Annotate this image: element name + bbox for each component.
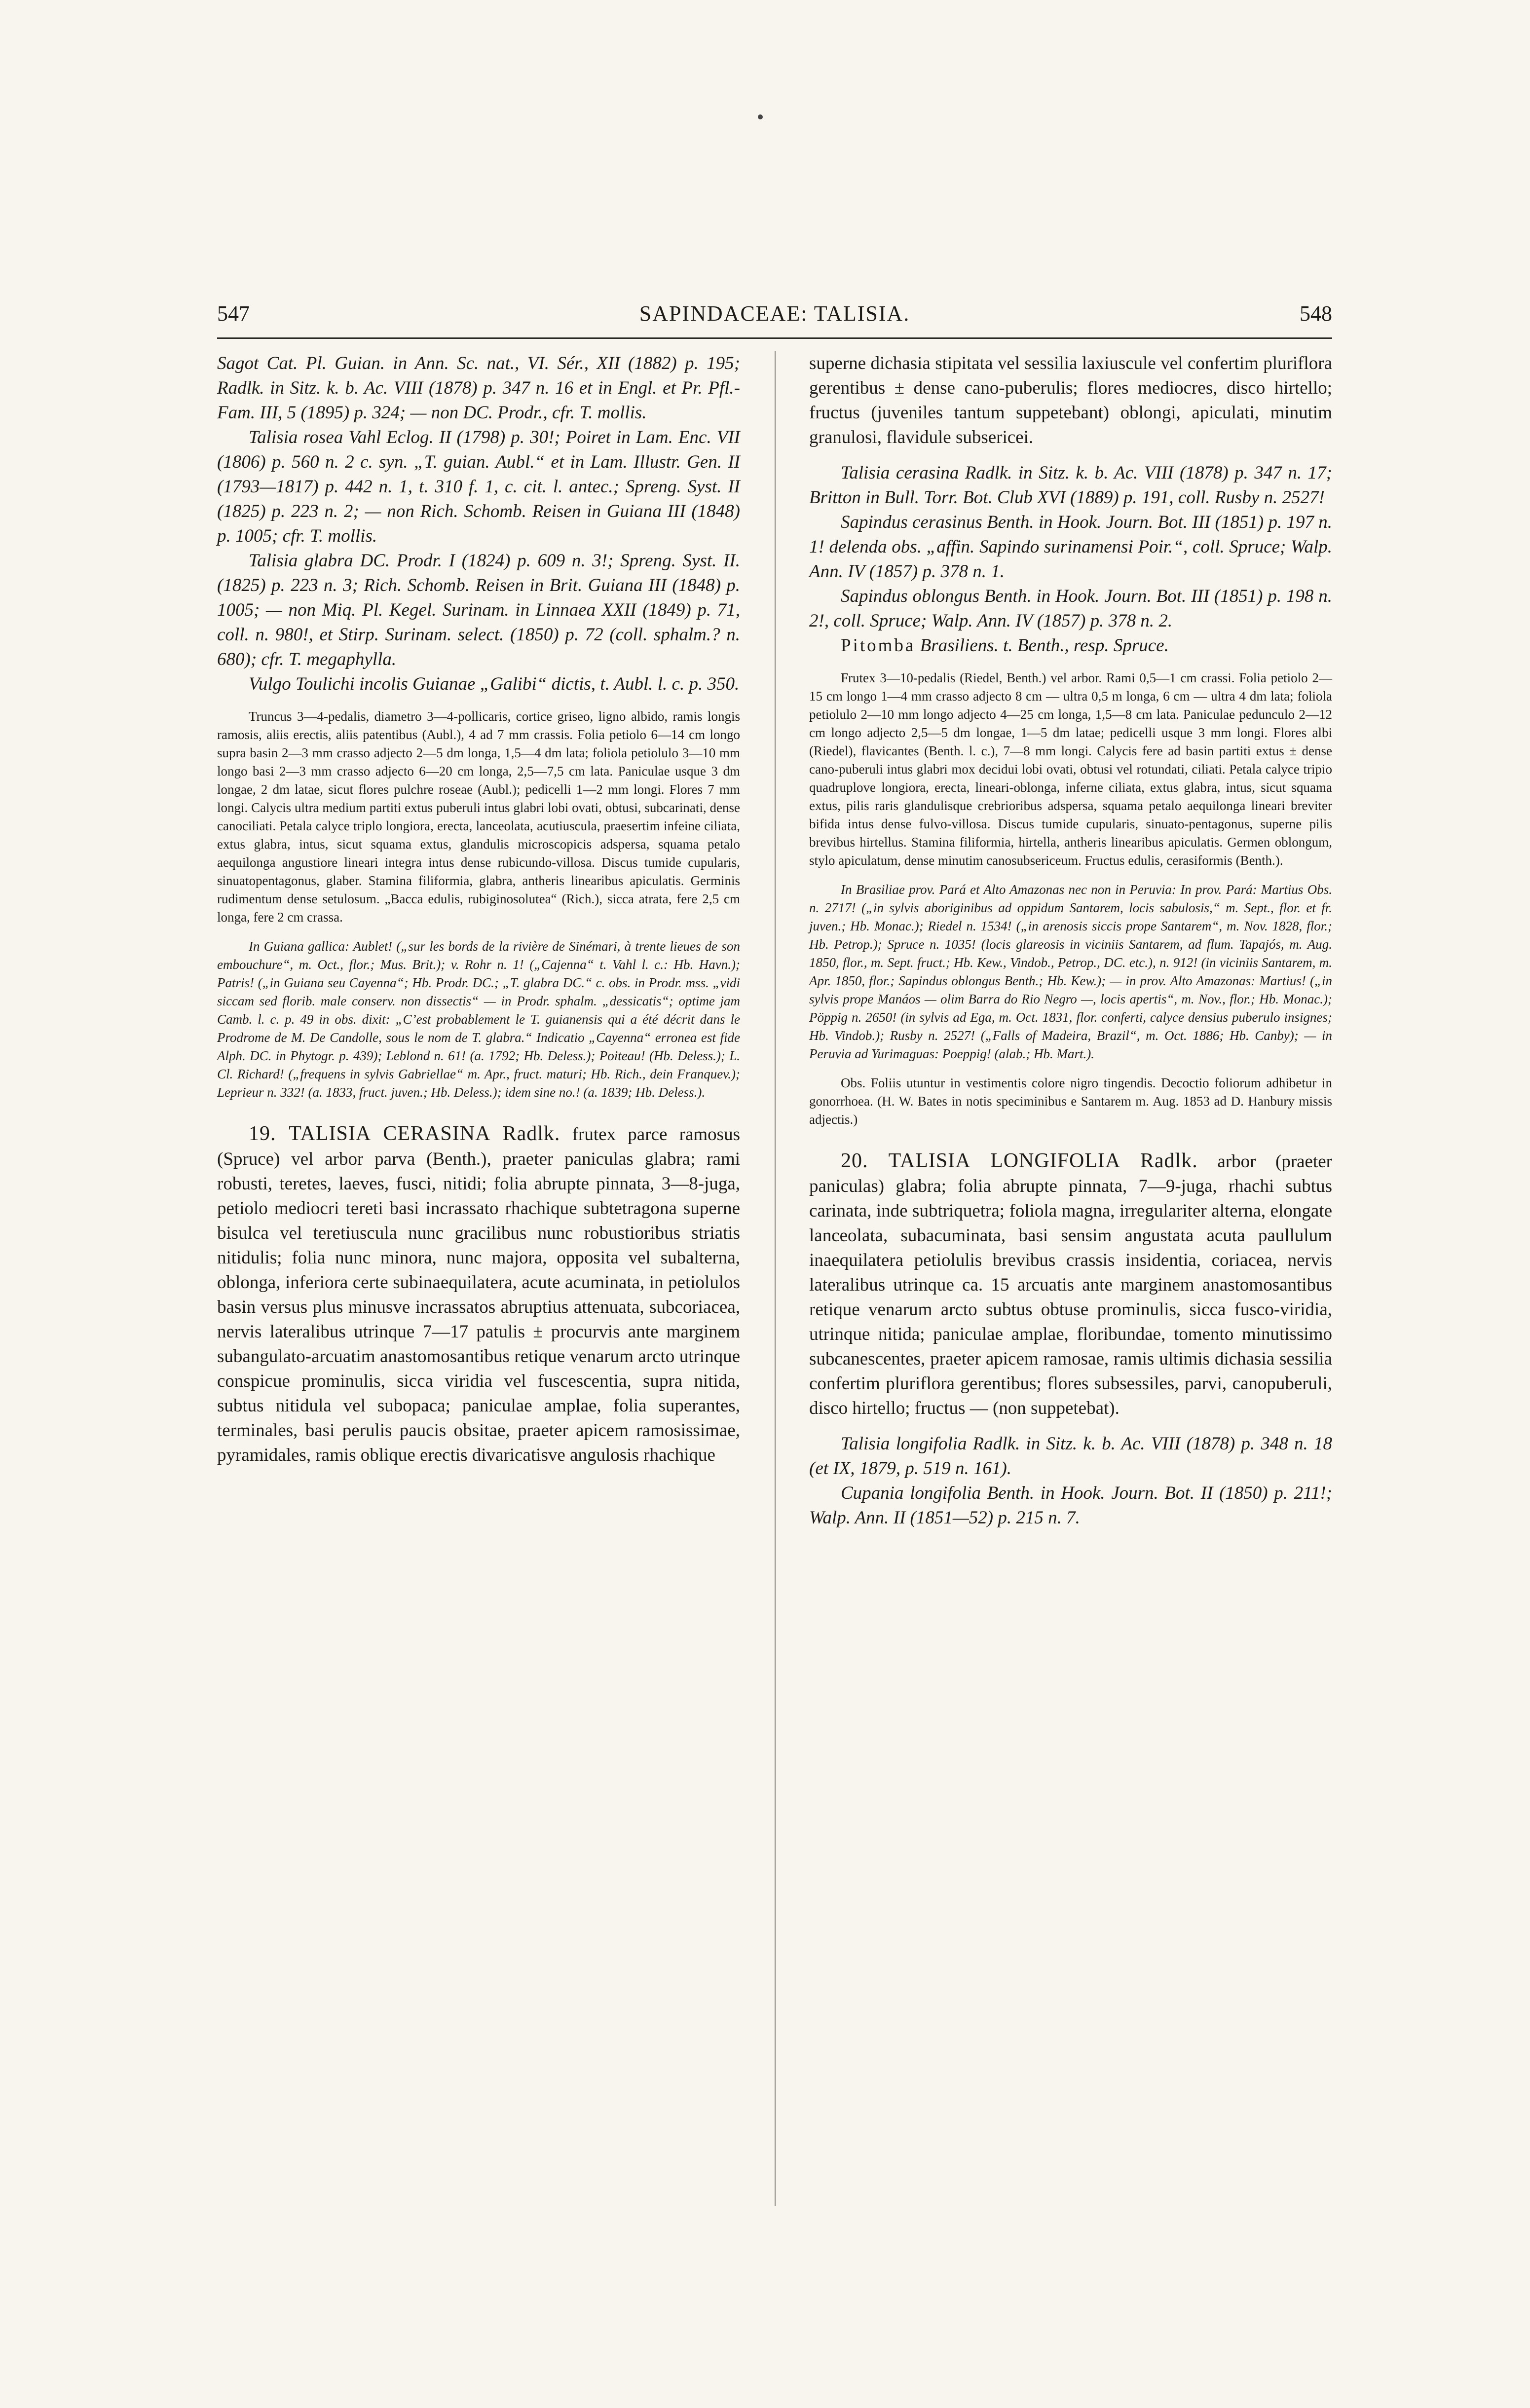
synonym-talisia-glabra: Talisia glabra DC. Prodr. I (1824) p. 609 n. 3!; Spreng. Syst. II. (1825) p. 223 n. 3; Rich. Schomb. Reisen in Brit. Guiana III (1848) p. 1005; — non Miq. Pl. Kegel. Surinam. in Linnaea XXII (1849) p. 71, coll. n. 980!, et Stirp. Surinam. select. (1850) p. 72 (coll. sphalm.? n. 680); cfr. T. megaphylla. (217, 551, 740, 669)
distribution-specimens: In Guiana gallica: Aublet! („sur les bords de la rivière de Sinémari, à trente lieues de son embouchure“, m. Oct., flor.; Mus. Brit.); v. Rohr n. 1! („Cajenna“ t. Vahl l. c.: Hb. Havn.); Patris! („in Guiana seu Cayenna“; Hb. Prodr. DC.; „T. glabra DC.“ c. obs. in Prodr. mss. „vidi siccam sed florib. male conserv. non dissectis“ — in Prodr. sphalm. „dessicatis“; optime jam Camb. l. c. p. 49 in obs. dixit: „C’est probablement le T. guianensis qui a été décrit dans le Prodrome de M. De Candolle, sous le nom de T. glabra.“ Indicatio „Cayenna“ erronea est fide Alph. DC. in Phytogr. p. 439); Leblond n. 61! (a. 1792; Hb. Deless.); Poiteau! (Hb. Deless.); L. Cl. Richard! („frequens in sylvis Gabriellae“ m. Apr., fruct. maturi; Hb. Rich., dein Franquev.); Leprieur n. 332! (a. 1833, fruct. juven.; Hb. Deless.); idem sine no.! (a. 1839; Hb. Deless.). (217, 939, 740, 1100)
morphological-description: Truncus 3—4-pedalis, diametro 3—4-pollicaris, cortice griseo, ligno albido, ramis longis ramosis, aliis erectis, aliis patentibus (Aubl.), 4 ad 7 mm crassis. Folia petiolo 6—14 cm longo supra basin 2—3 mm crasso adjecto 2—5 dm longa, 1,5—4 dm lata; foliola petiolulo 3—10 mm longo basi 2—3 mm crasso adjecto 6—20 cm longa, 2,5—7,5 cm lata. Paniculae usque 3 dm longae, 2 dm latae, sicut flores pulchre roseae (Aubl.); pedicelli 1—2 mm longi. Flores 7 mm longi. Calycis ultra medium partiti extus puberuli intus glabri lobi ovati, obtusi, subcarinati, dense canociliati. Petala calyce triplo longiora, erecta, lanceolata, acutiuscula, praesertim infeine ciliata, extus glabra, intus, sicut squama extus, glandulis microscopicis adspersa, squama petalo aequilonga angustiore lineari integra intus dense rubicundo-villosa. Discus tumide cupularis, sinuatopentagonus, glaber. Stamina filiformia, glabra, antheris linearibus apiculatis. Germinis rudimentum dense setulosum. „Bacca edulis, rubiginosolutea“ (Rich.), sicca atrata, fere 2,5 cm longa, fere 2 cm crassa. (217, 709, 740, 925)
synonym-cupania-longifolia: Cupania longifolia Benth. in Hook. Journ. Bot. II (1850) p. 211!; Walp. Ann. II (1851—52) p. 215 n. 7. (809, 1483, 1332, 1528)
page-number-left: 547 (217, 301, 250, 326)
right-column (809, 351, 1332, 1530)
running-title: SAPINDACEAE: TALISIA. (639, 301, 910, 326)
citation-talisia-cerasina: Talisia cerasina Radlk. in Sitz. k. b. Ac. VIII (1878) p. 347 n. 17; Britton in Bull. Torr. Bot. Club XVI (1889) p. 191, coll. Rusby n. 2527! (809, 463, 1332, 508)
vernacular-source: Brasiliens. t. Benth., resp. Spruce. (920, 635, 1169, 656)
synonym-sapindus-cerasinus: Sapindus cerasinus Benth. in Hook. Journ. Bot. III (1851) p. 197 n. 1! delenda obs. „affin. Sapindo surinamensi Poir.“, coll. Spruce; Walp. Ann. IV (1857) p. 378 n. 1. (809, 512, 1332, 582)
species-20-diagnosis: arbor (praeter paniculas) glabra; folia abrupte pinnata, 7—9-juga, rhachi subtus carinata, inde subtriquetra; foliola magna, irregulariter alterna, elongate lanceolata, subacuminata, basi sensim angustata acuta paullulum inaequilatera petiolulis brevibus crassis insidentia, coriacea, nervis lateralibus utrinque ca. 15 arcuatis ante marginem anastomosantibus retique venarum arcto subtus obtuse prominulis, sicca fusco-viridia, utrinque nitida; paniculae amplae, floribundae, tomento minutissimo subcanescentes, praeter apicem ramosae, ramis ultimis dichasia sessilia confertim pluriflora gerentibus; flores subsessiles, parvi, canopuberuli, disco hirtello; fructus — (non suppetebat). (809, 1151, 1333, 1418)
species-20-heading: 20. TALISIA LONGIFOLIA Radlk. (841, 1149, 1198, 1172)
left-column (217, 351, 740, 1468)
species-19-diagnosis: frutex parce ramosus (Spruce) vel arbor parva (Benth.), praeter paniculas glabra; rami robusti, teretes, laeves, fusci, nitidi; folia abrupte pinnata, 3—8-juga, petiolo mediocri tereti basi incrassato rhachique subtetragona superne bisulca vel teretiuscula nunc gracilibus nunc robustioribus striatis nitidulis; folia nunc minora, nunc majora, opposita vel subalterna, oblonga, inferiora certe subinaequilatera, acute acuminata, in petiolulos basin versus plus minusve incrassatos abruptius attenuata, subcoriacea, nervis lateralibus utrinque 7—17 patulis ± procurvis ante marginem subangulato-arcuatim anastomosantibus retique venarum arcto utrinque conspicue prominulis, sicca viridia vel fuscescentia, supra nitida, subtus nitidula vel subopaca; paniculae amplae, folia superantes, terminales, basi perulis paucis obsitae, praeter apicem ramosissimae, pyramidales, ramis oblique erectis divaricatisve angulosis rhachique (217, 1124, 740, 1465)
diagnosis-continuation: superne dichasia stipitata vel sessilia laxiuscule vel confertim pluriflora gerentibus ± dense cano-puberulis; flores mediocres, disco hirtello; fructus (juveniles tantum suppetebant) oblongi, apiculati, minutim granulosi, flavidule subsericei. (809, 353, 1332, 447)
vernacular-name (809, 633, 1332, 658)
species-19-entry (217, 1121, 740, 1468)
vernacular-word: Pitomba (841, 635, 916, 656)
distribution-specimens: In Brasiliae prov. Pará et Alto Amazonas nec non in Peruvia: In prov. Pará: Martius Obs. n. 2717! („in sylvis aboriginibus ad oppidum Santarem, locis sabulosis,“ m. Sept., flor. et fr. juven.; Hb. Monac.); Riedel n. 1534! („in arenosis siccis prope Santarem“, m. Nov. 1828, flor.; Hb. Petrop.); Spruce n. 1035! (locis glareosis in viciniis Santarem, ad flum. Tapajós, m. Aug. 1850, flor., m. Sept. fruct.; Hb. Kew., Vindob., Petrop., DC. etc.), n. 912! (in viciniis Santarem, m. Apr. 1850, flor.; Sapindus oblongus Benth.; Hb. Kew.); — in prov. Alto Amazonas: Martius! („in sylvis prope Manáos — olim Barra do Rio Negro —, locis apertis“, m. Nov., flor.; Hb. Monac.); Pöppig n. 2650! (in sylvis ad Ega, m. Oct. 1831, flor. conferti, calyce densius puberulo insignes; Hb. Vindob.); Rusby n. 2527! („Falls of Madeira, Brazil“, m. Oct. 1886; Hb. Canby); — in Peruvia ad Yurimaguas: Poeppig! (alab.; Hb. Mart.). (809, 882, 1332, 1061)
header-rule (217, 337, 1332, 339)
ink-speck (758, 114, 763, 119)
species-20-entry (809, 1148, 1332, 1421)
morphological-description: Frutex 3—10-pedalis (Riedel, Benth.) vel arbor. Rami 0,5—1 cm crassi. Folia petiolo 2—15 cm longo 1—4 mm crasso adjecto 8 cm — ultra 0,5 m longa, 6 cm — ultra 4 dm lata; foliola petiolulo 2—10 mm longo adjecto 4—25 cm longa, 1,5—8 cm lata. Paniculae pedunculo 2—12 cm longo adjecto 2,5—5 dm longae, 1—5 dm latae; pedicelli usque 3 mm longi. Flores albi (Riedel), flavicantes (Benth. l. c.), 7—8 mm longi. Calycis fere ad basin partiti extus ± dense cano-puberuli intus glabri mox decidui lobi ovati, obtusi vel rotundati, ciliati. Petala calyce tripio quadruplove longiora, erecta, lineari-oblonga, inferne ciliata, extus glabra, intus, sicut squama extus, pilis raris glandulisque crebrioribus adspersa, squama petalo aequilonga lineari breviter bifida intus dense fulvo-villosa. Discus tumide cupularis, sinuato-pentagonus, superne pilis brevibus hirtellus. Stamina filiformia, hirtella, antheris linearibus apiculatis. Germen oblongum, stylo apiculatum, dense minutim canosubsericeum. Fructus edulis, cerasiformis (Benth.). (809, 670, 1332, 868)
page-number-right: 548 (1300, 301, 1332, 326)
column-rule (775, 351, 776, 2206)
synonym-sapindus-oblongus: Sapindus oblongus Benth. in Hook. Journ. Bot. III (1851) p. 198 n. 2!, coll. Spruce; Walp. Ann. IV (1857) p. 378 n. 2. (809, 586, 1332, 631)
species-19-heading: 19. TALISIA CERASINA Radlk. (249, 1122, 560, 1145)
running-header (217, 294, 1332, 333)
observation-note: Obs. Foliis utuntur in vestimentis colore nigro tingendis. Decoctio foliorum adhibetur in gonorrhoea. (H. W. Bates in notis speciminibus e Santarem m. Aug. 1853 ad D. Hanbury missis adjectis.) (809, 1075, 1332, 1127)
citation-talisia-longifolia: Talisia longifolia Radlk. in Sitz. k. b. Ac. VIII (1878) p. 348 n. 18 (et IX, 1879, p. 519 n. 161). (809, 1434, 1332, 1479)
synonym-talisia-rosea: Talisia rosea Vahl Eclog. II (1798) p. 30!; Poiret in Lam. Enc. VII (1806) p. 560 n. 2 c. syn. „T. guian. Aubl.“ et in Lam. Illustr. Gen. II (1793—1817) p. 442 n. 1, t. 310 f. 1, c. cit. l. antec.; Spreng. Syst. II (1825) p. 223 n. 2; — non Rich. Schomb. Reisen in Guiana III (1848) p. 1005; cfr. T. mollis. (217, 427, 740, 546)
citation-paragraph: Sagot Cat. Pl. Guian. in Ann. Sc. nat., VI. Sér., XII (1882) p. 195; Radlk. in Sitz. k. b. Ac. VIII (1878) p. 347 n. 16 et in Engl. et Pr. Pfl.-Fam. III, 5 (1895) p. 324; — non DC. Prodr., cfr. T. mollis. (217, 353, 740, 423)
vernacular-name: Vulgo Toulichi incolis Guianae „Galibi“ dictis, t. Aubl. l. c. p. 350. (249, 674, 740, 694)
